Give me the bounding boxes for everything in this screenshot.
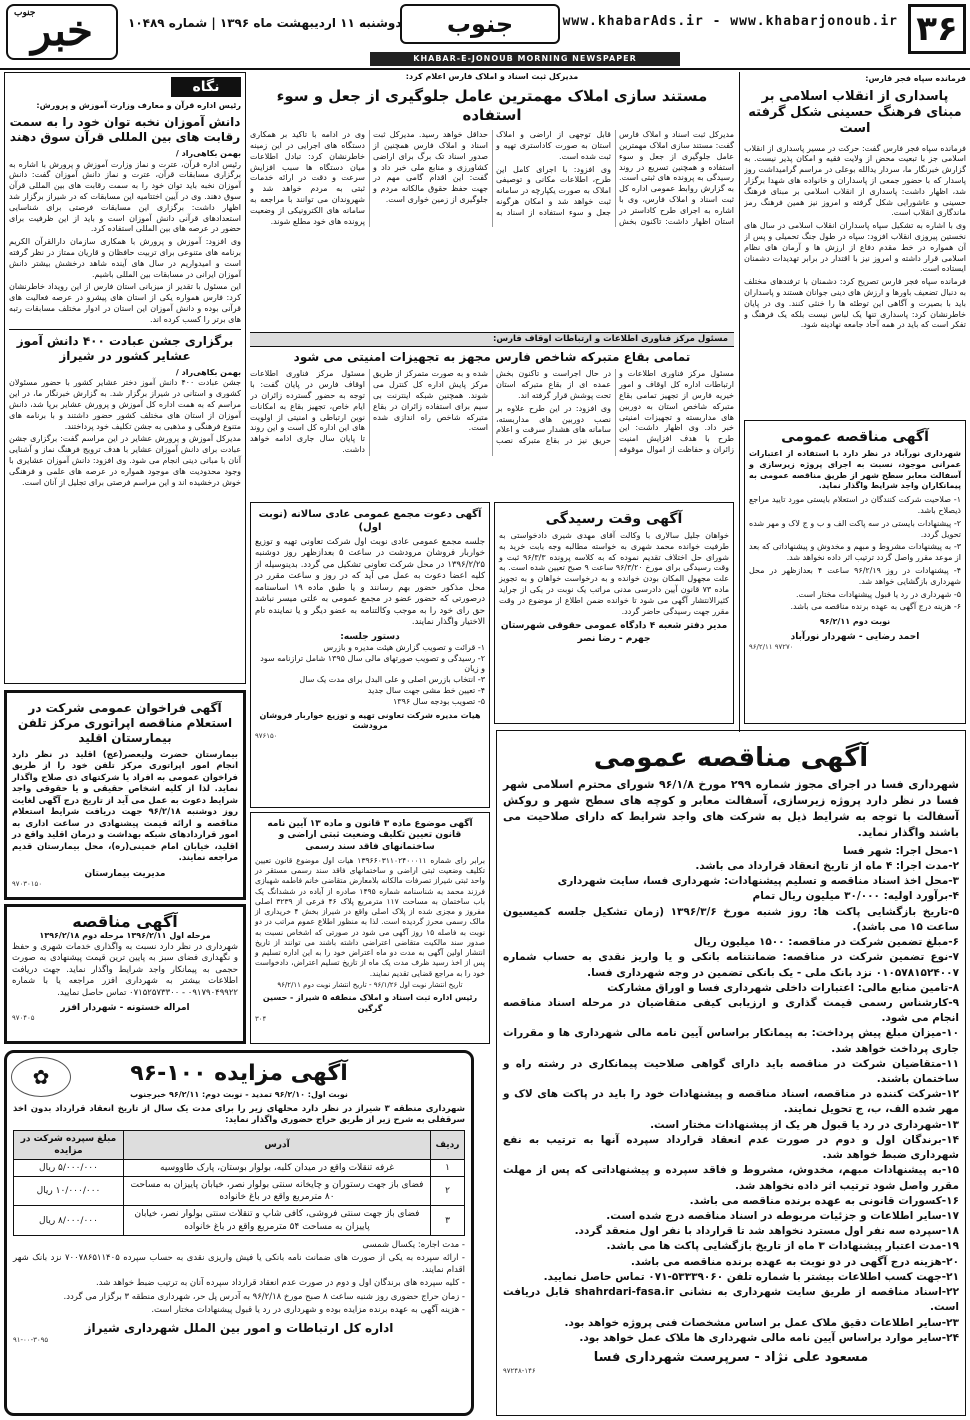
- negah-label: نگاه: [171, 77, 241, 97]
- newspaper-logo: [6, 4, 118, 60]
- ad-court-invite: [494, 502, 734, 724]
- negah-article2-body: [9, 378, 241, 488]
- ad-title: آگهی دعوت مجمع عمومی عادی سالانه (نوبت اول): [258, 509, 482, 533]
- agenda-item: ۵- تصویب بودجه سال ۱۳۹۶: [392, 696, 485, 706]
- table-cell: ۳: [431, 1206, 465, 1235]
- page-number: ۳۶: [908, 4, 966, 54]
- ad-item: ۱۰-میزان مبلغ پیش پرداخت: به پیمانکار براساس آیین نامه مالی شهرداری ها و مقررات جاری پرداخت خواهد شد.: [503, 1027, 959, 1055]
- table-cell: ۱۰/۰۰۰/۰۰۰ ریال: [14, 1177, 124, 1206]
- ad-item: ۲-مدت اجرا: ۴ ماه از تاریخ انعقاد قرارداد می باشد.: [695, 859, 959, 872]
- ad-ref: ۹۱-۰۰-۳۰۹۵: [13, 1335, 49, 1344]
- ad-item: ۲۱-جهت کسب اطلاعات بیشتر با شماره تلفن ۵۳۳۳۹۰۶۰-۰۷۱ تماس حاصل نمایید.: [543, 1270, 959, 1283]
- ad-title: آگهی وقت رسیدگی: [545, 511, 683, 527]
- ad-item: ۱۷-سایر اطلاعات و جزئیات مربوطه در اسناد مناقصه درج شده است.: [606, 1210, 959, 1222]
- ad-title: آگهی مناقصه: [72, 912, 178, 931]
- article-body: [250, 130, 734, 227]
- article-sepah: [744, 74, 966, 414]
- paragraph: فرمانده سپاه فجر فارس گفت: حرکت در مسیر پاسداری از انقلاب اسلامی جز با تبعیت محض از ولایت فقیه و امکان پذیر نیست. به گزارش خبرنگار ما، سردار یدالله بوعلی در مراسم گرامیداشت روز پاسدار که با حضور جمعی از پاسداران و خانواده های شهدا برگزار شد، اظهار داشت: پاسداری از انقلاب اسلامی بر مبنای فرهنگ حسینی و عاشورایی شکل گرفته و امروز نیز همین فرهنگ رمز ماندگاری انقلاب است.: [744, 143, 966, 218]
- ad-intro: شهرداری فسا در اجرای مجوز شماره ۲۹۹ مورخ ۹۶/۱/۸ شورای محترم اسلامی شهر فسا در نظر دارد پروژه زیرسازی، آسفالت معابر و کوچه های سطح شهر و روکش آسفالت با توجه به شرایط ذیل به شرکت های واجد شرایط که دارای صلاحیت می باشند واگذار نماید.: [503, 778, 959, 839]
- auction-table: [13, 1130, 465, 1236]
- note: - کلیه سپرده های برندگان اول و دوم در صورت عدم انعقاد قرارداد سپرده آنان به ترتیب ضبط خواهد شد.: [96, 1278, 465, 1289]
- date-issue: دوشنبه ۱۱ اردیبهشت ماه ۱۳۹۶ | شماره ۱۰۴۸۹: [128, 16, 402, 30]
- negah-article1-title: دانش آموزان نخبه توان خود را به سمت رقابت های بین المللی قرآن سوق دهند: [9, 114, 241, 144]
- table-row: [14, 1206, 465, 1235]
- article-kicker: مدیرکل ثبت اسناد و املاک فارس اعلام کرد:: [405, 72, 579, 81]
- ad-property-registration: [250, 812, 490, 1044]
- ad-signature: مدیریت بیمارستان: [84, 868, 166, 879]
- table-cell: ۲: [431, 1177, 465, 1206]
- table-cell: ۱: [431, 1160, 465, 1177]
- auction-notes: [13, 1240, 465, 1317]
- negah-article2-title: برگزاری جشن عبادت ۴۰۰ دانش آموز عشایر کشور در شیراز: [9, 329, 241, 364]
- article-body: [744, 144, 966, 332]
- agenda-item: ۲- رسیدگی و تصویب صورتهای مالی سال ۱۳۹۵ شامل ترازنامه سود و زیان: [260, 653, 485, 674]
- negah-article1-body: [9, 160, 241, 326]
- paragraph: وی افزود: با اجرای کامل این طرح، اطلاعات مکانی و توصیفی املاک به صورت یکپارچه در سامانه ثبت خواهد شد و امکان هرگونه جعل و سوء استفاده از اسناد به حداقل خواهد رسید. مدیرکل ثبت اسناد و املاک فارس همچنین از صدور اسناد تک برگ برای اراضی کشاورزی و منابع ملی خبر داد و گفت: این اقدام گامی مهم در جهت حفظ حقوق مالکانه مردم و جلوگیری از زمین خواری است.: [373, 130, 611, 217]
- ad-ref: ۹۶/۲/۱۱ ۹۷۲۷۰: [749, 643, 794, 652]
- ad-body: شهرداری در نظر دارد نسبت به واگذاری خدمات شهری و حفظ و نگهداری فضای سبز به پایین ترین قیمت پیشنهادی به صورت حجمی به پیمانکار واجد شرایط واگذار نماید. جهت دریافت اطلاعات بیشتر به شهرداری افزر مراجعه یا با شماره ۰۹۱۷۹۰۴۹۹۲۲ - ۰۷۱۵۲۵۷۳۳۰۰ تماس حاصل نمایید.: [12, 941, 238, 998]
- ad-item: ۱- صلاحیت شرکت کنندگان در استعلام بایستی مورد تایید مراجع ذیصلاح باشد.: [749, 495, 961, 515]
- ad-signature: احمد رضایی - شهردار نورآباد: [790, 631, 920, 642]
- ad-item: ۳-محل اخذ اسناد مناقصه و تسلیم پیشنهادات: شهرداری فسا، سایت شهرداری: [557, 875, 959, 888]
- ad-title: آگهی مزایده ۱۰۰-۹۶: [130, 1061, 348, 1086]
- note: - مدت اجاره: یکسال شمسی: [362, 1239, 465, 1250]
- ad-ref: ۹۷۰۴۰۵: [12, 1014, 35, 1023]
- column-header: مبلغ سپرده شرکت در مزایده: [14, 1130, 124, 1159]
- ad-item: ۱-محل اجرا: شهر فسا: [843, 844, 959, 857]
- ad-item: ۱۹-مدت اعتبار پیشنهادات ۳ ماه از تاریخ بازگشایی پاکت ها می باشد.: [606, 1240, 959, 1253]
- ad-body: جلسه مجمع عمومی عادی نوبت اول شرکت تعاونی تهیه و توزیع خواربار فروشان مرودشت در ساعت ۵ بعدازظهر روز دوشنبه ۱۳۹۶/۲/۲۵ در محل شرکت تعاونی تشکیل می گردد. بدینوسیله از کلیه اعضا دعوت به عمل می آید که در روز و ساعت مقرر در محل مذکور حضور بهم رسانند و یا طبق ماده ۱۹ اساسنامه درصورتی که حضور عضو در مجمع عمومی به علتی میسر نباشد حق رای خود را به موجب وکالتنامه به عضو دیگر و یا نماینده تام الاختیار واگذار نمایند.: [255, 537, 485, 628]
- ad-item: ۶-مبلغ تضمین شرکت در مناقصه: ۱۵۰۰ میلیون ریال: [693, 936, 959, 949]
- website-url[interactable]: www.khabarAds.ir - www.khabarjonoub.ir: [562, 14, 898, 29]
- article-kicker: مسئول مرکز فناوری اطلاعات و ارتباطات اوقاف فارس:: [250, 332, 734, 347]
- ad-signature: اداره کل ارتباطات و امور بین الملل شهرداری شیراز: [84, 1320, 394, 1335]
- note: - ارائه سپرده به یکی از صورت های ضمانت نامه بانکی یا فیش واریزی نقدی به حساب سپرده ۷۰۰۷۸۶۵۱۱۴۰۵ نزد بانک شهر اقدام نمایند.: [13, 1253, 465, 1275]
- ad-signature: رئیس اداره ثبت اسناد و املاک منطقه ۵ شیراز - حسین گرگین: [262, 993, 478, 1013]
- ad-ref: ۳۰۴: [255, 1014, 267, 1023]
- paragraph: رئیس اداره قرآن، عترت و نماز وزارت آموزش و پرورش با اشاره به برگزاری مسابقات قرآن، عترت و نماز دانش آموزان گفت: دانش آموزان نخبه باید توان خود را به سمت رقابت های بین المللی قرآن سوق دهند. وی در آیین اختتامیه این مسابقات که در شیراز برگزار شد اظهار داشت: برگزاری این مسابقات فرصتی برای شناسایی استعدادهای قرآنی دانش آموزان است و باید از این ظرفیت برای حضور در عرصه های بین المللی استفاده کرد.: [9, 159, 241, 234]
- article-registry: [250, 72, 734, 330]
- ad-ref: ۹۷۰۳۰۱۵۰: [12, 879, 43, 888]
- ad-nurabad-tender: [744, 420, 966, 724]
- paragraph: جشن عبادت ۴۰۰ دانش آموز دختر عشایر کشور با حضور مسئولان کشوری و استانی در شیراز برگزار شد. به گزارش خبرنگار ما، در این مراسم که به همت اداره کل آموزش و پرورش عشایر برپا شد، دانش آموزان از استان های مختلف کشور حضور داشتند و با برنامه های متنوع فرهنگی و مذهبی به جشن تکلیف خود پرداختند.: [9, 378, 241, 431]
- byline: بهمن بکاهی‌راد /: [175, 367, 241, 377]
- ad-item: ۲۳-سایر اطلاعات دقیق ملاک عمل بر اساس مشخصات فنی پروژه خواهد بود.: [564, 1316, 959, 1329]
- ad-item: ۱۸-سپرده سه نفر اول مسترد نخواهد شد تا قرارداد با نفر اول منعقد گردد.: [574, 1225, 959, 1238]
- ad-signature: هیات مدیره شرکت تعاونی تهیه و توزیع خواربار فروشان مرودشت: [259, 710, 481, 731]
- paragraph: این مسئول با تقدیر از میزبانی استان فارس از این رویداد خاطرنشان کرد: فارس همواره یکی از استان های پیشرو در عرصه فعالیت های قرآنی بوده و دانش آموزان این استان در ادوار مختلف مسابقات رتبه های برتر را کسب کرده اند.: [9, 282, 241, 324]
- table-cell: فضای باز جهت سنتی فروشی، کافی شاپ و تنقلات سنتی بولوار نصر، خیابان پاییزان به مساحت ۵۴ مترمربع واقع در باغ خانواده: [124, 1206, 431, 1235]
- ad-item: ۳- به پیشنهادات مشروط و مبهم و مخدوش و پیشنهاداتی که بعد از موعد مقرر واصل گردد ترتیب اثر داده نخواهد شد.: [749, 542, 961, 563]
- ad-intro: شهرداری نورآباد در نظر دارد با استفاده از اعتبارات عمرانی موجود، نسبت به اجرای پروژه زیرسازی و آسفالت معابر سطح شهر از طریق مناقصه عمومی به پیمانکاران واجد شرایط واگذار نماید.: [749, 449, 961, 491]
- ad-dates: مرحله اول ۱۳۹۶/۲/۱۱ مرحله دوم ۱۳۹۶/۲/۱۸: [39, 931, 211, 940]
- agenda-item: ۴- تعیین خط مشی جهت سال جدید: [367, 686, 485, 696]
- paragraph: وی با اشاره به تشکیل سپاه پاسداران انقلاب اسلامی در سال های نخستین پیروزی انقلاب افزود: سپاه در طول جنگ تحمیلی و پس از آن همواره در خط مقدم دفاع از ارزش ها و آرمان های نظام اسلامی قرار داشته و امروز نیز با اقتدار در برابر تهدیدات دشمنان ایستاده است.: [744, 221, 966, 274]
- ad-item: ۷-نوع تضمین شرکت در مناقصه: ضمانتنامه بانکی و یا واریز نقدی به حساب شماره ۰۱۰۵۷۸۱۵۲۴۰۰۷ نزد بانک ملی - یک بانکی تضمین در وجه شهرداری فسا.: [503, 951, 959, 979]
- ad-item: ۲- پیشنهادات بایستی در سه پاکت الف و ب و ج لاک و مهر شده تحویل گردد.: [749, 518, 961, 539]
- ad-item: ۸-تامین منابع مالی: اعتبارات داخلی شهرداری فسا و اوراق مشارکت: [607, 981, 959, 994]
- ad-body: برابر رای شماره ۱۳۹۶۶۰۳۱۱۰۲۴۰۰۰۱۱ هیات اول موضوع قانون تعیین تکلیف وضعیت ثبتی اراضی و ساختمانهای فاقد سند رسمی مستقر در واحد ثبتی شیراز تصرفات مالکانه بلامعارض متقاضی خانم فاطمه شهبازی فرزند محمد به شناسنامه شماره ۱۴۹۵ صادره از آباده در ششدانگ یک باب ساختمان به مساحت ۱۱۷ مترمربع پلاک ۴۶ فرعی از ۳۲۳۹ اصلی مفروز و مجزی شده از پلاک اصلی واقع در شیراز بخش ۴ خریداری از مالک رسمی محرز گردیده است. لذا به منظور اطلاع عموم مراتب در دو نوبت به فاصله ۱۵ روز آگهی می شود در صورتی که اشخاص نسبت به صدور سند مالکیت متقاضی اعتراضی داشته باشند می توانند از تاریخ انتشار اولین آگهی به مدت دو ماه اعتراض خود را به این اداره تسلیم و پس از اخذ رسید ظرف مدت یک ماه از تاریخ تسلیم اعتراض، دادخواست خود را به مراجع قضایی تقدیم نمایند.: [255, 855, 485, 978]
- table-cell: فضای باز جهت رستوران و چایخانه سنتی بولوار نصر، خیابان پاییزان به مساحت ۸۰ مترمربع واقع در باغ خانواده: [124, 1177, 431, 1206]
- article-body: [250, 369, 734, 455]
- table-cell: ۵/۰۰۰/۰۰۰ ریال: [14, 1160, 124, 1177]
- byline: بهمن بکاهی‌راد /: [175, 148, 241, 158]
- ad-item: ۵-تاریخ بازگشایی پاکت ها: روز شنبه مورخ ۱۳۹۶/۳/۶ (زمان تشکیل جلسه کمیسیون ساعت ۱۵ می باشد).: [503, 905, 959, 933]
- ad-body: بیمارستان حضرت ولیعصر(عج) اقلید در نظر دارد انجام امور اپراتوری مرکز تلفن خود را از طریق فراخوان عمومی به افراد یا شرکتهای ذی صلاح واگذار نماید. لذا از کلیه اشخاص حقیقی و یا حقوقی واجد شرایط دعوت به عمل می آید از تاریخ درج آگهی لغایت روز دوشنبه ۹۶/۲/۱۸ جهت دریافت شرایط استعلام مناقصه و ارائه قیمت پیشنهادی در ساعت اداری به امور قراردادهای شبکه بهداشت و درمان اقلید واقع در اقلید، خیابان امام خمینی(ره)، محل بیمارستان قدیم مراجعه نمایند.: [12, 750, 238, 864]
- ad-item: ۱۱-متقاضیان شرکت در مناقصه باید دارای گواهی صلاحیت پیمانکاری در رشته راه و ساختمان باشند.: [503, 1057, 959, 1086]
- ad-dates: تاریخ انتشار نوبت اول ۹۶/۱/۲۶ - تاریخ انتشار نوبت دوم ۹۶/۲/۱۱: [277, 980, 463, 989]
- paragraph: مسئول مرکز فناوری اطلاعات اوقاف فارس در پایان گفت: با توجه به حضور گسترده زائران در ایام خاص، تجهیز بقاع به امکانات نوین ارتباطی و امنیتی از اولویت های این اداره کل است و این روند تا پایان سال جاری ادامه خواهد داشت.: [250, 369, 365, 455]
- paragraph: مدیرکل آموزش و پرورش عشایر در این مراسم گفت: برگزاری جشن عبادت برای دانش آموزان عشایر با هدف ترویج فرهنگ نماز و آشنایی آنان با مبانی دینی انجام می شود. وی افزود: دانش آموزان عشایری با وجود محدودیت های موجود همواره در عرصه های علمی و فرهنگی خوش درخشیده اند و این مراسم فرصتی برای تجلیل از آنان است.: [9, 434, 241, 487]
- ad-ref: ۹۷۲۴۸-۱۴۶: [503, 1366, 536, 1375]
- ad-fasa-tender: [496, 730, 966, 1416]
- paragraph: وی افزود: در این طرح علاوه بر نصب دوربین های مداربسته، سامانه های هشدار سرقت و اعلام حریق نیز در بقاع متبرکه نصب شده و به صورت متمرکز از طریق مرکز پایش اداره کل کنترل می شوند. همچنین شبکه اینترنت بی سیم برای استفاده زائران در بقاع متبرکه شاخص راه اندازی شده است.: [373, 369, 611, 446]
- ad-item: ۲۲-اسناد مناقصه از طریق سایت شهرداری به نشانی shahrdari-fasa.ir قابل دریافت است.: [503, 1286, 959, 1314]
- table-cell: ۸/۰۰۰/۰۰۰ ریال: [14, 1206, 124, 1235]
- ad-signature: امراله خستونه - شهردار افزر: [60, 1003, 190, 1014]
- table-row: [14, 1160, 465, 1177]
- agenda-list: [255, 643, 485, 708]
- ad-item: ۴-برآورد اولیه: ۳۰/۰۰۰ میلیون ریال تمام: [752, 890, 959, 903]
- logo-sub: جنوب: [14, 8, 36, 18]
- paragraph: وی افزود: آموزش و پرورش با همکاری سازمان دارالقرآن الکریم برنامه های متنوعی برای تربیت حافظان و قاریان ممتاز در نظر گرفته است و امیدواریم در سال های آینده شاهد درخشش بیشتر دانش آموزان ایرانی در مسابقات بین المللی باشیم.: [9, 237, 241, 279]
- logo-text: خبر: [31, 6, 93, 55]
- paragraph: فرمانده سپاه فجر فارس تصریح کرد: دشمنان با ترفندهای مختلف به دنبال تضعیف باورها و ارزش های دینی جوانان هستند و پاسداران باید با بصیرت و آگاهی این توطئه ها را خنثی کنند. وی در پایان خاطرنشان کرد: پاسداری تنها یک لباس نیست بلکه یک فرهنگ و تفکر است که باید در همه آحاد جامعه نهادینه شود.: [744, 277, 966, 330]
- article-kicker: فرمانده سپاه فجر فارس:: [865, 74, 966, 83]
- ad-signature: مدیر دفتر شعبه ۴ دادگاه عمومی حقوقی شهرستان جهرم - رضا نصر: [500, 621, 728, 644]
- ad-item: ۵- شهرداری در رد یا قبول پیشنهادات مختار است.: [795, 589, 961, 599]
- negah-kicker: رئیس اداره قرآن و معارف وزارت آموزش و پرورش:: [36, 101, 241, 110]
- ad-item: ۲۴-سایر موارد براساس آیین نامه مالی شهرداری ها ملاک عمل خواهد بود.: [579, 1331, 959, 1344]
- table-row: [14, 1177, 465, 1206]
- masthead: [0, 0, 970, 70]
- article-awqaf: [250, 332, 734, 498]
- ad-item: ۱۵-به پیشنهادات مبهم، مخدوش، مشروط و فاقد سپرده و پیشنهاداتی که پس از مهلت مقرر واصل شود ترتیب اثر داده نخواهد شد.: [503, 1164, 959, 1192]
- municipality-emblem-icon: ✿: [11, 1057, 71, 1097]
- note: - هزینه آگهی به عهده برنده مزایده بوده و شهرداری در رد یا قبول پیشنهادات مختار است.: [151, 1305, 465, 1316]
- ad-general-assembly: [250, 502, 490, 808]
- agenda-title: دستور جلسه:: [340, 631, 400, 642]
- column-header: آدرس: [124, 1130, 431, 1159]
- ad-date: نوبت دوم ۹۶/۲/۱۱: [819, 617, 891, 627]
- ad-signature: مسعود علی نژاد - سرپرست شهرداری فسا: [593, 1349, 869, 1365]
- ad-intro: شهرداری منطقه ۳ شیراز در نظر دارد محلهای زیر را برای مدت یک سال از تاریخ انعقاد قرارداد بدون اخذ سرقفلی به شرح زیر از طریق حراج حضوری واگذار نماید:: [13, 1103, 465, 1126]
- table-cell: غرفه تنقلات واقع در میدان کلبه، بولوار بوستان، پارک طاووسیه: [124, 1160, 431, 1177]
- ad-ref: ۹۷۶۱۵۰: [255, 732, 278, 741]
- negah-column: [4, 72, 246, 684]
- paragraph: مسئول مرکز فناوری اطلاعات و ارتباطات اداره کل اوقاف و امور خیریه فارس از تجهیز تمامی بقاع متبرکه شاخص استان به دوربین های مداربسته و تجهیزات امنیتی خبر داد. وی اظهار داشت: این طرح با هدف افزایش امنیت زائران و حفاظت از اموال موقوفه در حال اجراست و تاکنون بخش عمده ای از بقاع متبرکه استان تحت پوشش قرار گرفته اند.: [496, 369, 734, 455]
- ad-item: ۱۳-شهرداری در رد یا قبول هر یک از پیشنهادات مختار است.: [650, 1118, 959, 1131]
- english-band: KHABAR-E-JONOUB MORNING NEWSPAPER: [370, 52, 680, 66]
- ad-item: ۱۶-کسورات قانونی به عهده برنده مناقصه می باشد.: [689, 1194, 959, 1207]
- ad-item: ۱۴-برندگان اول و دوم در صورت عدم انعقاد قرارداد سپرده آنها به ترتیب به نفع شهرداری ضبط خواهد شد.: [503, 1133, 959, 1162]
- ad-title: آگهی مناقصه عمومی: [593, 743, 869, 773]
- ad-item: ۱۲-شرکت کننده در مناقصه، اسناد مناقصه و پیشنهادات خود را باید در پاکت های لاک و مهر شده الف، ب، ج تحویل نمایند.: [503, 1088, 959, 1116]
- section-title: جنوب: [400, 4, 560, 44]
- ad-item: ۲۰-هزینه درج آگهی در دو نوبت به عهده برنده مناقصه می باشد.: [630, 1255, 959, 1268]
- ad-afzar-tender: [4, 904, 246, 1044]
- ad-items: [749, 495, 961, 613]
- paragraph: وی در ادامه با تاکید بر همکاری دستگاه های اجرایی در این زمینه خاطرنشان کرد: تبادل اطلاعات میان دستگاه ها سبب افزایش سرعت و دقت در ارائه خدمات ثبتی به مردم خواهد شد و شهروندان می توانند با مراجعه به سامانه های الکترونیکی از وضعیت پرونده های خود مطلع شوند.: [250, 130, 365, 226]
- ad-title: آگهی مناقصه عمومی: [781, 429, 929, 445]
- agenda-item: ۱- قرائت و تصویب گزارش هیئت مدیره و بازرس: [323, 642, 485, 652]
- article-title: مستند سازی املاک مهمترین عامل جلوگیری از جعل و سوء استفاده: [276, 86, 708, 124]
- article-title: پاسداری از انقلاب اسلامی بر مبنای فرهنگ حسینی شکل گرفته است: [748, 88, 962, 137]
- ad-dates: نوبت اول: ۹۶/۲/۱۰ تمدید - نوبت دوم: ۹۶/۲/۱۱ خبرجنوب: [130, 1090, 348, 1099]
- article-title: تمامی بقاع متبرکه شاخص فارس مجهز به تجهیزات امنیتی می شود: [293, 350, 691, 365]
- column-rule: [739, 72, 740, 732]
- ad-title: آگهی موضوع ماده ۳ قانون و ماده ۱۳ آیین نامه قانون تعیین تکلیف وضعیت ثبتی اراضی و ساختمانهای فاقد سند رسمی: [267, 819, 473, 852]
- ad-shiraz-auction: [4, 1050, 474, 1416]
- paragraph: مدیرکل ثبت اسناد و املاک فارس گفت: مستند سازی املاک مهمترین عامل جلوگیری از جعل و سوء استفاده و همچنین تسریع در روند رسیدگی به پرونده های ثبتی است. به گزارش روابط عمومی اداره کل ثبت اسناد و املاک فارس، وی با اشاره به اجرای طرح کاداستر در استان اظهار داشت: تاکنون بخش قابل توجهی از اراضی و املاک استان به صورت کاداستری تهیه و ثبت شده است.: [496, 130, 734, 226]
- ad-item: ۶- هزینه درج آگهی به عهده برنده مناقصه می باشد.: [790, 602, 961, 612]
- ad-item: ۴- پیشنهادات در روز ۹۶/۲/۱۹ ساعت ۴ بعدازظهر در محل شهرداری بازگشایی خواهد شد.: [749, 565, 961, 586]
- column-header: ردیف: [431, 1130, 465, 1159]
- ad-item: ۹-کارشناس رسمی قیمت گذاری و ارزیابی کیفی متقاضیان در مرحله اسناد مناقصه انجام می شود.: [503, 996, 959, 1025]
- note: - زمان حراج حضوری روز شنبه ساعت ۸ صبح مورخ ۹۶/۲/۱۸ به آدرس پل حر، شهرداری منطقه ۳ برگزار می گردد.: [63, 1291, 465, 1302]
- ad-items: [503, 844, 959, 1346]
- ad-hospital-tender: [4, 690, 246, 900]
- ad-title: آگهی فراخوان عمومی شرکت در استعلام مناقصه اپراتوری مرکز تلفن بیمارستان اقلید: [17, 701, 233, 745]
- agenda-item: ۳- انتخاب بازرس اصلی و علی البدل برای مدت یک سال: [299, 675, 485, 685]
- table-header-row: [14, 1130, 465, 1159]
- ad-body: خواهان جلیل سالاری با وکالت آقای مهدی شیری دادخواستی به طرفیت خوانده محمد شهری به خواسته مطالبه وجه بابت خرید به شورای حل اختلاف تقدیم نموده که به کلاسه پرونده ۹۶/۳/۳ ثبت و وقت رسیدگی برای مورخ ۹۶/۳/۲۰ ساعت ۹ صبح تعیین شده است. به علت مجهول المکان بودن خوانده و به درخواست خواهان و به تجویز ماده ۷۳ قانون آیین دادرسی مدنی مراتب یک نوبت در یکی از جراید کثیرالانتشار آگهی می شود تا خوانده ضمن اطلاع از موضوع در وقت مقرر جهت رسیدگی حاضر گردد.: [499, 531, 730, 616]
